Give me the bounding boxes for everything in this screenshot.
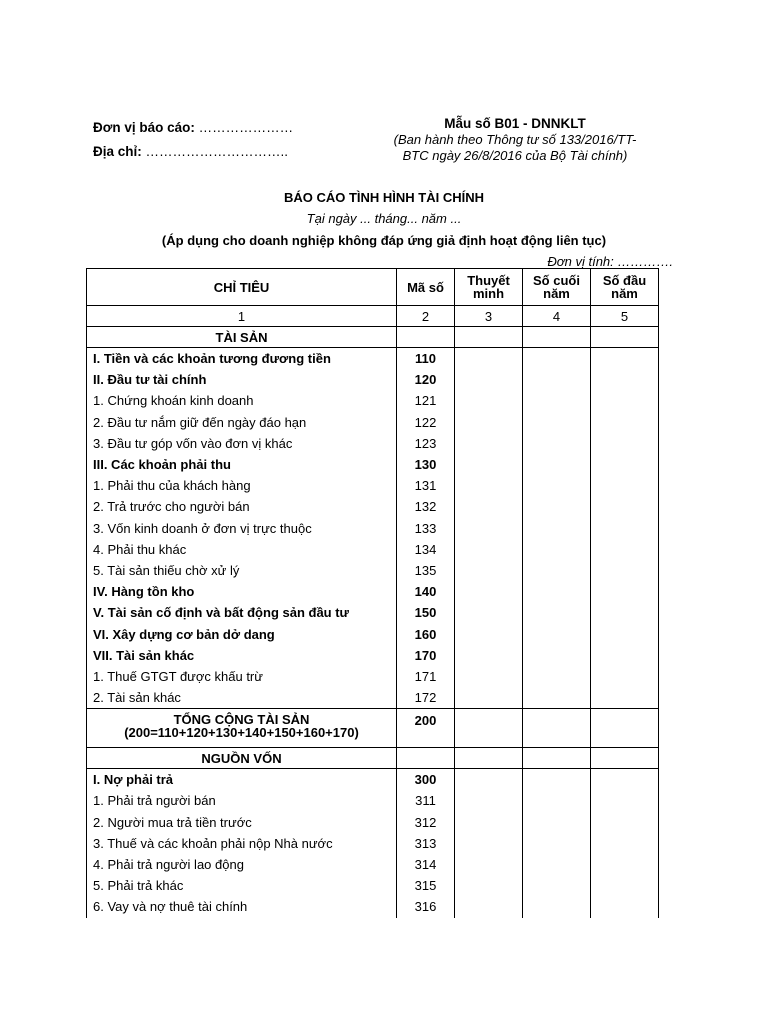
table-row: [87, 833, 659, 854]
total-assets-row: [87, 709, 659, 748]
row-note-cell: [455, 475, 523, 496]
row-code: 316: [397, 896, 455, 917]
financial-position-table: [86, 268, 659, 918]
table-row: [87, 854, 659, 875]
row-year-begin-cell: [591, 433, 659, 454]
row-year-end-cell: [523, 602, 591, 623]
row-indicator: 1. Phải trả người bán: [87, 790, 397, 811]
row-note-cell: [455, 581, 523, 602]
row-indicator: 3. Vốn kinh doanh ở đơn vị trực thuộc: [87, 518, 397, 539]
row-code: 123: [397, 433, 455, 454]
row-year-begin-cell: [591, 602, 659, 623]
row-indicator: 6. Vay và nợ thuê tài chính: [87, 896, 397, 917]
row-year-end-cell: [523, 475, 591, 496]
row-year-end-cell: [523, 687, 591, 709]
column-number: 4: [523, 306, 591, 327]
row-code: 121: [397, 390, 455, 411]
header-year-end-line-1: Số cuối: [533, 273, 580, 288]
header-year-begin-line-1: Số đầu: [602, 273, 647, 288]
row-indicator: III. Các khoản phải thu: [87, 454, 397, 475]
header-note-line-1: Thuyết: [467, 273, 510, 288]
row-code: 313: [397, 833, 455, 854]
table-row: [87, 412, 659, 433]
table-row: [87, 896, 659, 917]
capital-heading: NGUỒN VỐN: [87, 748, 397, 769]
report-scope-note: (Áp dụng cho doanh nghiệp không đáp ứng giả định hoạt động liên tục): [161, 233, 607, 248]
table-row: [87, 623, 659, 644]
row-indicator: VI. Xây dựng cơ bản dở dang: [87, 623, 397, 644]
row-year-begin-cell: [591, 896, 659, 917]
row-indicator: I. Nợ phải trả: [87, 769, 397, 791]
row-indicator: 4. Phải trả người lao động: [87, 854, 397, 875]
table-row: [87, 475, 659, 496]
row-year-begin-cell: [591, 454, 659, 475]
row-year-begin-cell: [591, 390, 659, 411]
row-year-begin-cell: [591, 475, 659, 496]
row-code: 312: [397, 812, 455, 833]
row-year-begin-cell: [591, 769, 659, 791]
row-indicator: 1. Phải thu của khách hàng: [87, 475, 397, 496]
row-year-end-cell: [523, 581, 591, 602]
row-code: 132: [397, 496, 455, 517]
table-row: [87, 518, 659, 539]
row-note-cell: [455, 496, 523, 517]
table-row: [87, 348, 659, 370]
column-number: 3: [455, 306, 523, 327]
row-indicator: II. Đầu tư tài chính: [87, 369, 397, 390]
form-reference-block: [360, 116, 670, 164]
row-code: 314: [397, 854, 455, 875]
row-code: 172: [397, 687, 455, 709]
row-note-cell: [455, 790, 523, 811]
row-indicator: I. Tiền và các khoản tương đương tiền: [87, 348, 397, 370]
row-code: 170: [397, 645, 455, 666]
row-code: 134: [397, 539, 455, 560]
row-code: 135: [397, 560, 455, 581]
row-note-cell: [455, 854, 523, 875]
row-note-cell: [455, 390, 523, 411]
row-indicator: 2. Đầu tư nắm giữ đến ngày đáo hạn: [87, 412, 397, 433]
row-note-cell: [455, 454, 523, 475]
table-row: [87, 454, 659, 475]
row-note-cell: [455, 369, 523, 390]
row-note-cell: [455, 518, 523, 539]
row-note-cell: [455, 769, 523, 791]
row-indicator: 2. Trả trước cho người bán: [87, 496, 397, 517]
row-code: 171: [397, 666, 455, 687]
header-note-line-2: minh: [472, 286, 505, 301]
row-year-begin-cell: [591, 518, 659, 539]
reporting-unit-block: [93, 116, 293, 164]
header-indicator: CHỈ TIÊU: [87, 269, 397, 306]
row-year-begin-cell: [591, 496, 659, 517]
total-assets-label: [87, 709, 397, 748]
issued-by-line-2: BTC ngày 26/8/2016 của Bộ Tài chính): [402, 148, 628, 163]
row-note-cell: [455, 833, 523, 854]
header-year-end: [523, 269, 591, 306]
row-indicator: 1. Chứng khoán kinh doanh: [87, 390, 397, 411]
row-note-cell: [455, 560, 523, 581]
row-year-begin-cell: [591, 812, 659, 833]
row-year-begin-cell: [591, 666, 659, 687]
table-row: [87, 687, 659, 709]
table-row: [87, 769, 659, 791]
row-year-begin-cell: [591, 369, 659, 390]
reporting-unit-label: Đơn vị báo cáo:: [93, 120, 195, 135]
row-year-end-cell: [523, 433, 591, 454]
row-indicator: 3. Thuế và các khoản phải nộp Nhà nước: [87, 833, 397, 854]
header-year-begin: [591, 269, 659, 306]
row-code: 110: [397, 348, 455, 370]
row-year-end-cell: [523, 560, 591, 581]
table-row: [87, 581, 659, 602]
row-note-cell: [455, 539, 523, 560]
header-year-begin-line-2: năm: [611, 286, 638, 301]
row-year-end-cell: [523, 623, 591, 644]
row-code: 131: [397, 475, 455, 496]
row-code: 122: [397, 412, 455, 433]
row-year-end-cell: [523, 390, 591, 411]
row-note-cell: [455, 666, 523, 687]
row-code: 130: [397, 454, 455, 475]
row-year-begin-cell: [591, 560, 659, 581]
row-note-cell: [455, 348, 523, 370]
table-row: [87, 812, 659, 833]
address-line: [93, 140, 293, 164]
capital-section-row: [87, 748, 659, 769]
row-year-begin-cell: [591, 645, 659, 666]
row-note-cell: [455, 875, 523, 896]
row-year-end-cell: [523, 348, 591, 370]
row-year-begin-cell: [591, 539, 659, 560]
row-note-cell: [455, 602, 523, 623]
row-indicator: VII. Tài sản khác: [87, 645, 397, 666]
row-year-begin-cell: [591, 790, 659, 811]
row-code: 120: [397, 369, 455, 390]
table-row: [87, 560, 659, 581]
row-year-end-cell: [523, 790, 591, 811]
row-year-begin-cell: [591, 412, 659, 433]
row-year-end-cell: [523, 412, 591, 433]
row-note-cell: [455, 896, 523, 917]
row-year-end-cell: [523, 769, 591, 791]
table-row: [87, 433, 659, 454]
row-indicator: V. Tài sản cố định và bất động sản đầu tư: [87, 602, 397, 623]
row-year-begin-cell: [591, 348, 659, 370]
row-code: 300: [397, 769, 455, 791]
row-year-end-cell: [523, 833, 591, 854]
column-number-row: [87, 306, 659, 327]
row-year-end-cell: [523, 854, 591, 875]
row-indicator: 1. Thuế GTGT được khấu trừ: [87, 666, 397, 687]
row-year-end-cell: [523, 496, 591, 517]
address-label: Địa chỉ:: [93, 144, 142, 159]
row-code: 133: [397, 518, 455, 539]
row-note-cell: [455, 812, 523, 833]
row-year-begin-cell: [591, 875, 659, 896]
row-code: 315: [397, 875, 455, 896]
row-code: 140: [397, 581, 455, 602]
row-indicator: 4. Phải thu khác: [87, 539, 397, 560]
report-date: Tại ngày ... tháng... năm ...: [306, 211, 462, 226]
column-number: 5: [591, 306, 659, 327]
reporting-unit-dots: …………………: [194, 120, 294, 135]
row-year-end-cell: [523, 812, 591, 833]
row-year-end-cell: [523, 518, 591, 539]
issued-by-line-1: (Ban hành theo Thông tư số 133/2016/TT-: [393, 132, 637, 147]
row-year-end-cell: [523, 666, 591, 687]
row-year-end-cell: [523, 645, 591, 666]
row-note-cell: [455, 412, 523, 433]
row-year-begin-cell: [591, 687, 659, 709]
header-code: Mã số: [397, 269, 455, 306]
row-year-begin-cell: [591, 833, 659, 854]
header-note: [455, 269, 523, 306]
row-year-end-cell: [523, 896, 591, 917]
row-code: 311: [397, 790, 455, 811]
currency-unit: Đơn vị tính: ………….: [547, 254, 673, 269]
row-indicator: 5. Tài sản thiếu chờ xử lý: [87, 560, 397, 581]
table-row: [87, 369, 659, 390]
reporting-unit-line: [93, 116, 293, 140]
row-year-begin-cell: [591, 581, 659, 602]
row-indicator: 3. Đầu tư góp vốn vào đơn vị khác: [87, 433, 397, 454]
table-header-row: [87, 269, 659, 306]
total-assets-line-1: TỔNG CỘNG TÀI SẢN: [173, 712, 310, 728]
table-row: [87, 790, 659, 811]
row-indicator: IV. Hàng tồn kho: [87, 581, 397, 602]
row-note-cell: [455, 623, 523, 644]
row-year-begin-cell: [591, 854, 659, 875]
form-number: Mẫu số B01 - DNNKLT: [444, 116, 586, 131]
assets-heading: TÀI SẢN: [87, 327, 397, 348]
row-indicator: 2. Người mua trả tiền trước: [87, 812, 397, 833]
table-row: [87, 602, 659, 623]
table-row: [87, 539, 659, 560]
row-note-cell: [455, 433, 523, 454]
row-year-end-cell: [523, 539, 591, 560]
column-number: 1: [87, 306, 397, 327]
assets-section-row: [87, 327, 659, 348]
row-note-cell: [455, 645, 523, 666]
address-dots: …………………………..: [141, 144, 289, 159]
total-assets-code: 200: [397, 709, 455, 748]
row-code: 150: [397, 602, 455, 623]
table-row: [87, 645, 659, 666]
row-indicator: 5. Phải trả khác: [87, 875, 397, 896]
row-indicator: 2. Tài sản khác: [87, 687, 397, 709]
row-year-end-cell: [523, 454, 591, 475]
table-row: [87, 390, 659, 411]
row-note-cell: [455, 687, 523, 709]
table-row: [87, 666, 659, 687]
total-assets-line-2: (200=110+120+130+140+150+160+170): [124, 725, 359, 741]
report-title: BÁO CÁO TÌNH HÌNH TÀI CHÍNH: [283, 190, 485, 205]
row-year-begin-cell: [591, 623, 659, 644]
header-year-end-line-2: năm: [543, 286, 570, 301]
row-code: 160: [397, 623, 455, 644]
row-year-end-cell: [523, 875, 591, 896]
row-year-end-cell: [523, 369, 591, 390]
table-row: [87, 875, 659, 896]
column-number: 2: [397, 306, 455, 327]
table-row: [87, 496, 659, 517]
